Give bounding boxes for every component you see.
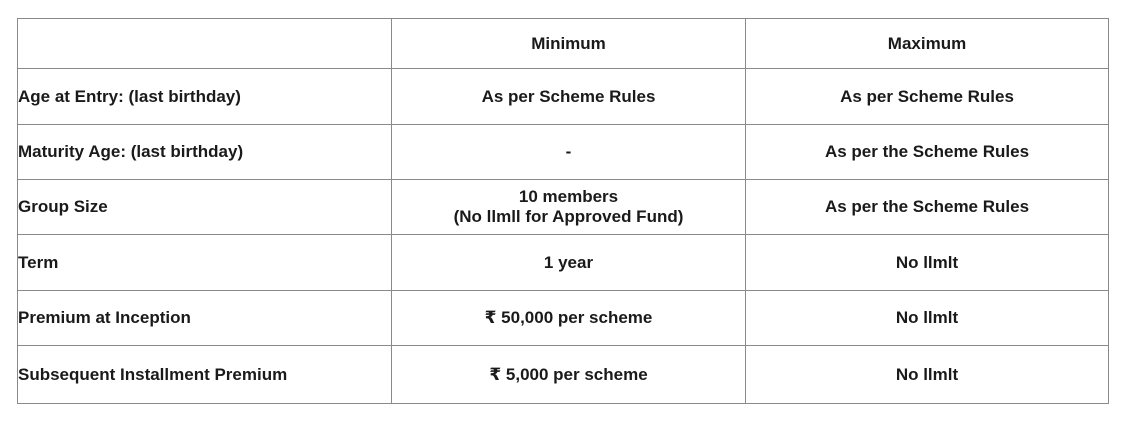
table-row [18, 291, 1109, 346]
row-label: Age at Entry: (last birthday) [18, 69, 392, 125]
minimum-value-line: - [565, 142, 572, 161]
header-minimum: Minimum [392, 19, 746, 69]
maximum-value: No llmlt [746, 235, 1109, 291]
minimum-value-line: ₹ 5,000 per scheme [489, 364, 648, 384]
table-row [18, 69, 1109, 125]
minimum-value [392, 346, 746, 404]
minimum-value [392, 291, 746, 346]
table-row [18, 235, 1109, 291]
maximum-value: As per the Scheme Rules [746, 180, 1109, 235]
minimum-value-line: 10 members [518, 187, 619, 206]
table-row [18, 346, 1109, 404]
table-header-row [18, 19, 1109, 69]
row-label: Maturity Age: (last birthday) [18, 125, 392, 180]
header-blank-cell [18, 19, 392, 69]
minimum-value-line: As per Scheme Rules [481, 86, 656, 106]
eligibility-table [17, 18, 1109, 404]
maximum-value: As per Scheme Rules [746, 69, 1109, 125]
minimum-value-line: ₹ 50,000 per scheme [484, 308, 653, 327]
maximum-value: No llmlt [746, 291, 1109, 346]
row-label: Group Size [18, 180, 392, 235]
row-label: Term [18, 235, 392, 291]
table-row [18, 180, 1109, 235]
row-label: Premium at Inception [18, 291, 392, 346]
minimum-value [392, 69, 746, 125]
minimum-value [392, 235, 746, 291]
minimum-value [392, 125, 746, 180]
minimum-value [392, 180, 746, 235]
maximum-value: As per the Scheme Rules [746, 125, 1109, 180]
minimum-value-note: (No llmll for Approved Fund) [453, 207, 684, 226]
maximum-value: No llmlt [746, 346, 1109, 404]
table-row [18, 125, 1109, 180]
row-label: Subsequent Installment Premium [18, 346, 392, 404]
minimum-value-line: 1 year [543, 252, 594, 272]
header-maximum: Maximum [746, 19, 1109, 69]
